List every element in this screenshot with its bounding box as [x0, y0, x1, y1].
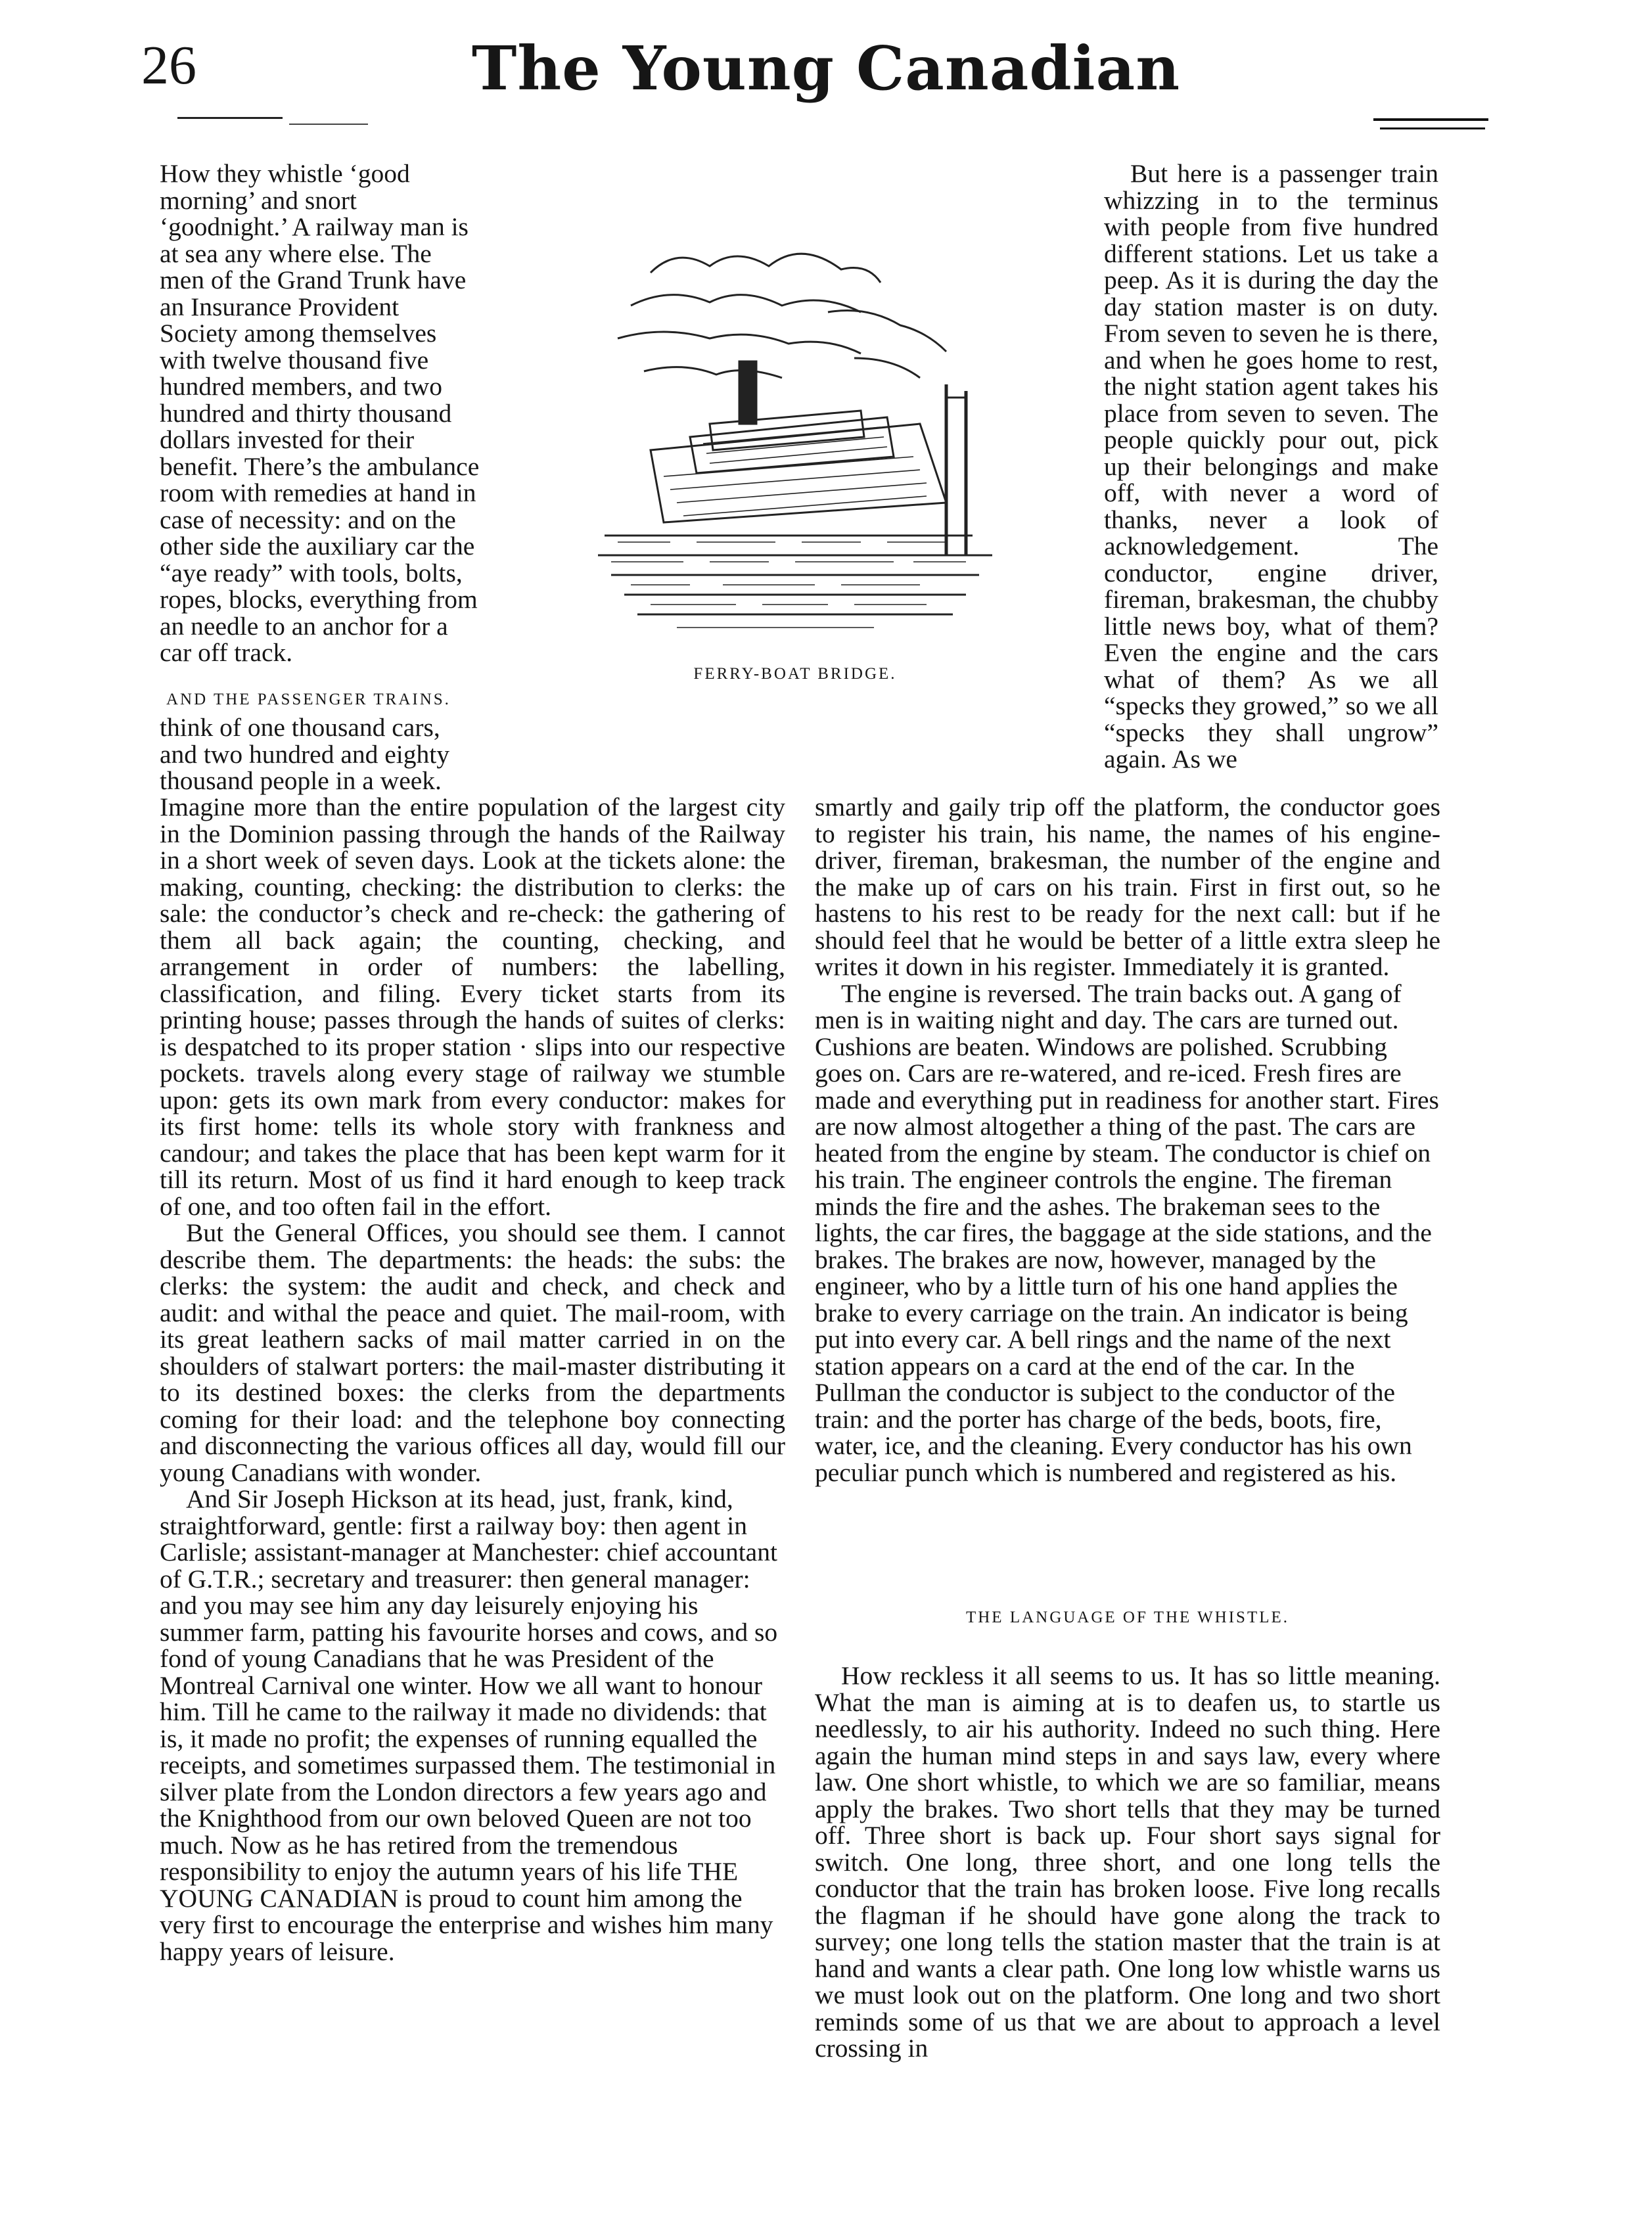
left-bottom-paragraph-1: Imagine more than the entire population of the largest city in the Dominion passing through the hands of the Railway in a short week of seven days. Look at the tickets alone: the making, counting, checking: the distribution to clerks: the sale: the conductor’s check and re-check: the gathering of them all back again; the counting, checking, and arrangement in order of numbers: the labelling, classification, and filing. Every ticket starts from its printing house; passes through the hands of suites of clerks: is despatched to its proper station · slips into our respective pockets. travels along every stage of railway we stumble upon: gets its own mark from every conductor: makes for its first home: tells its whole story with frankness and candour; and takes the place that has been kept warm for it till its return. Most of us find it hard enough to keep track of one, and too often fail in the effort.	[160, 792, 785, 1221]
left-bottom-paragraph-3: And Sir Joseph Hickson at its head, just, frank, kind, straightforward, gentle: first a railway boy: then agent in Carlisle; assistant-manager at Manchester: chief accountant of G.T.R.; secretary and treasurer: then general manager: and you may see him any day leisurely enjoying his summer farm, patting his favourite horses and cows, and so fond of young Canadians that he was President of the Montreal Carnival one winter. How we all want to honour him. Till he came to the railway it made no dividends: that is, it made no profit; the expenses of running equalled the receipts, and sometimes surpassed them. The testimonial in silver plate from the London directors a few years ago and the Knighthood from our own beloved Queen are not too much. Now as he has retired from the tremendous responsibility to enjoy the autumn years of his life THE YOUNG CANADIAN is proud to count him among the very first to encourage the enterprise and wishes him many happy years of leisure.	[160, 1484, 778, 1966]
section-intro	[160, 714, 482, 794]
whistle-section	[815, 1662, 1440, 2062]
section-heading-passenger-trains: AND THE PASSENGER TRAINS.	[166, 691, 451, 708]
running-title: The Young Canadian	[471, 33, 1181, 104]
ferry-boat-figure	[578, 227, 1012, 647]
left-top-paragraph: How they whistle ‘good morning’ and snort ‘goodnight.’ A railway man is at sea any where else. The men of the Grand Trunk have an Insurance Provident Society among themselves with twelve thousand five hundred members, and two hundred and thirty thousand dollars invested for their benefit. There’s the ambulance room with remedies at hand in case of necessity: and on the other side the auxiliary car the “aye ready” with tools, bolts, ropes, blocks, everything from an needle to an anchor for a car off track.	[160, 159, 480, 667]
ferry-boat-engraving-icon	[578, 227, 1012, 647]
left-column-top	[160, 160, 482, 666]
right-column-bottom	[815, 794, 1440, 1486]
whistle-paragraph: How reckless it all seems to us. It has so little meaning. What the man is aiming at is to deafen us, to startle us needlessly, to air his authority. Indeed no such thing. Here again the human mind steps in and says law, every where law. One short whistle, to which we are so familiar, means apply the brakes. Two short tells that they may be turned off. Three short is back up. Four short says signal for switch. One long, three short, and one long tells the conductor that the train has broken loose. Five long recalls the flagman if he should have gone along the track to survey; one long tells the station master that the train is at hand and wants a clear path. One long low whistle warns us we must look out on the platform. One long and two short reminds some of us that we are about to approach a level crossing in	[815, 1661, 1440, 2063]
header-rule-left	[177, 117, 283, 119]
section-heading-language-of-whistle: THE LANGUAGE OF THE WHISTLE.	[965, 1609, 1290, 1626]
header-rule-right-top	[1373, 118, 1488, 121]
right-bottom-paragraph-1: smartly and gaily trip off the platform, the conductor goes to register his train, his name, the names of his engine-driver, fireman, brakesman, the number of the engine and the make up of cars on his train. First in first out, so he hastens to his rest to be ready for the next call: but if he should feel that he would be better of a little extra sleep he writes it down in his register. Immediately it is granted.	[815, 792, 1440, 981]
left-bottom-paragraph-2: But the General Offices, you should see them. I cannot describe them. The departments: the heads: the subs: the clerks: the system: the audit and check, and check and audit: and withal the peace and quiet. The mail-room, with its great leathern sacks of mail matter carried in on the shoulders of stalwart porters: the mail-master distributing it to its destined boxes: the clerks from the departments coming for their load: and the telephone boy connecting and disconnecting the various offices all day, would fill our young Canadians with wonder.	[160, 1218, 785, 1487]
right-top-paragraph: But here is a passenger train whizzing in to the terminus with people from five hundred different stations. Let us take a peep. As it is during the day the day station master is on duty. From seven to seven he is there, and when he goes home to rest, the night station agent takes his place from seven to seven. The people quickly pour out, pick up their belongings and make off, with never a word of thanks, never a look of acknowledgement. The conductor, engine driver, fireman, brakesman, the chubby little news boy, what of them? Even the engine and the cars what of them? As we all “specks they growed,” so we all “specks they shall ungrow” again. As we	[1104, 159, 1438, 773]
right-bottom-paragraph-2: The engine is reversed. The train backs out. A gang of men is in waiting night and day. The cars are turned out. Cushions are beaten. Windows are polished. Scrubbing goes on. Cars are re-watered, and re-iced. Fresh fires are made and everything put in readiness for another start. Fires are now almost altogether a thing of the past. The cars are heated from the engine by steam. The conductor is chief on his train. The engineer controls the engine. The fireman minds the fire and the ashes. The brakeman sees to the lights, the car fires, the baggage at the side stations, and the brakes. The brakes are now, however, managed by the engineer, who by a little turn of his one hand applies the brake to every carriage on the train. An indicator is being put into every car. A bell rings and the name of the next station appears on a card at the end of the car. In the Pullman the conductor is subject to the conductor of the train: and the porter has charge of the beds, boots, fire, water, ice, and the cleaning. Every conductor has his own peculiar punch which is numbered and registered as his.	[815, 978, 1439, 1487]
left-column-bottom	[160, 794, 785, 1965]
figure-caption: FERRY-BOAT BRIDGE.	[693, 665, 897, 683]
right-column-top	[1104, 160, 1438, 773]
page-number: 26	[141, 35, 196, 96]
section-intro-text: think of one thousand cars, and two hundred and eighty thousand people in a week.	[160, 713, 449, 795]
header-rule-left-short	[289, 124, 368, 125]
header-rule-right-bottom	[1380, 127, 1485, 129]
